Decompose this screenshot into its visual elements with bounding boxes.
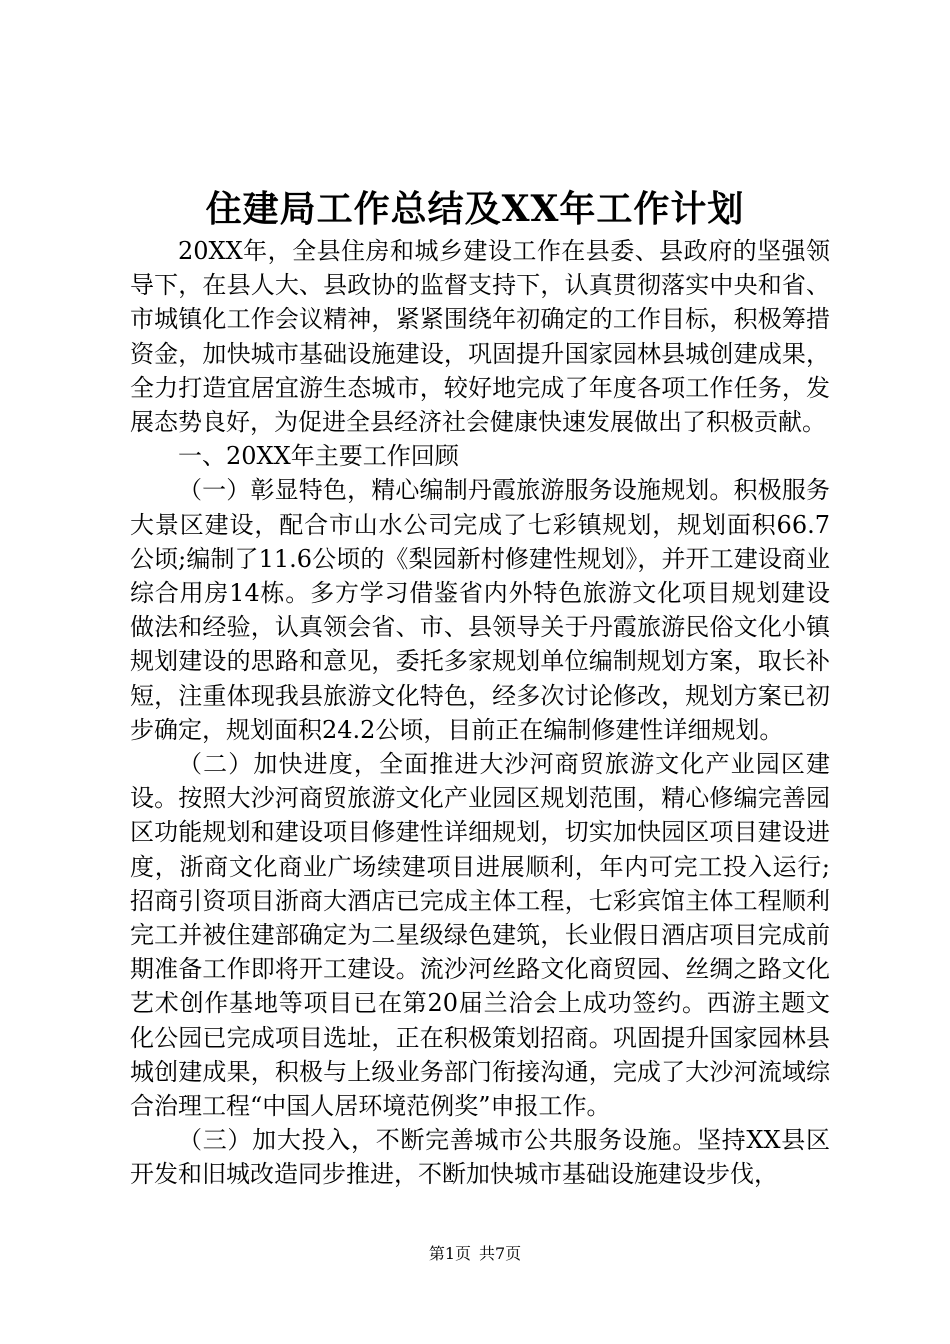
section-heading: 一、20XX年主要工作回顾	[178, 442, 459, 471]
intro-paragraph: 20XX年，全县住房和城乡建设工作在县委、县政府的坚强领导下，在县人大、县政协的监督支持下，认真贯彻落实中央和省、市城镇化工作会议精神，紧紧围绕年初确定的工作目标，积极筹措资金，加快城市基础设施建设，巩固提升国家园林县城创建成果，全力打造宜居宜游生态城市，较好地完成了年度各项工作任务，发展态势良好，为促进全县经济社会健康快速发展做出了积极贡献。	[130, 237, 830, 437]
document-title: 住建局工作总结及XX年工作计划	[205, 188, 745, 230]
subsection-paragraph-1: （一）彰显特色，精心编制丹霞旅游服务设施规划。积极服务大景区建设，配合市山水公司完成了七彩镇规划，规划面积66.7公顷;编制了11.6公顷的《梨园新村修建性规划》，并开工建设商业综合用房14栋。多方学习借鉴省内外特色旅游文化项目规划建设做法和经验，认真领会省、市、县领导关于丹霞旅游民俗文化小镇规划建设的思路和意见，委托多家规划单位编制规划方案，取长补短，注重体现我县旅游文化特色，经多次讨论修改，规划方案已初步确定，规划面积24.2公顷，目前正在编制修建性详细规划。	[130, 476, 830, 744]
page-count: 共7页	[479, 1244, 522, 1263]
subsection-paragraph-3: （三）加大投入，不断完善城市公共服务设施。坚持XX县区开发和旧城改造同步推进，不断加快城市基础设施建设步伐，	[130, 1126, 830, 1189]
subsection-paragraph-2: （二）加快进度，全面推进大沙河商贸旅游文化产业园区建设。按照大沙河商贸旅游文化产业园区规划范围，精心修编完善园区功能规划和建设项目修建性详细规划，切实加快园区项目建设进度，浙商文化商业广场续建项目进展顺利，年内可完工投入运行;招商引资项目浙商大酒店已完成主体工程，七彩宾馆主体工程顺利完工并被住建部确定为二星级绿色建筑，长业假日酒店项目完成前期准备工作即将开工建设。流沙河丝路文化商贸园、丝绸之路文化艺术创作基地等项目已在第20届兰洽会上成功签约。西游主题文化公园已完成项目选址，正在积极策划招商。巩固提升国家园林县城创建成果，积极与上级业务部门衔接沟通，完成了大沙河流域综合治理工程“中国人居环境范例奖”申报工作。	[130, 750, 830, 1121]
document-body	[130, 234, 830, 1192]
page-number: 第1页	[428, 1244, 471, 1263]
page-footer	[0, 1243, 950, 1265]
